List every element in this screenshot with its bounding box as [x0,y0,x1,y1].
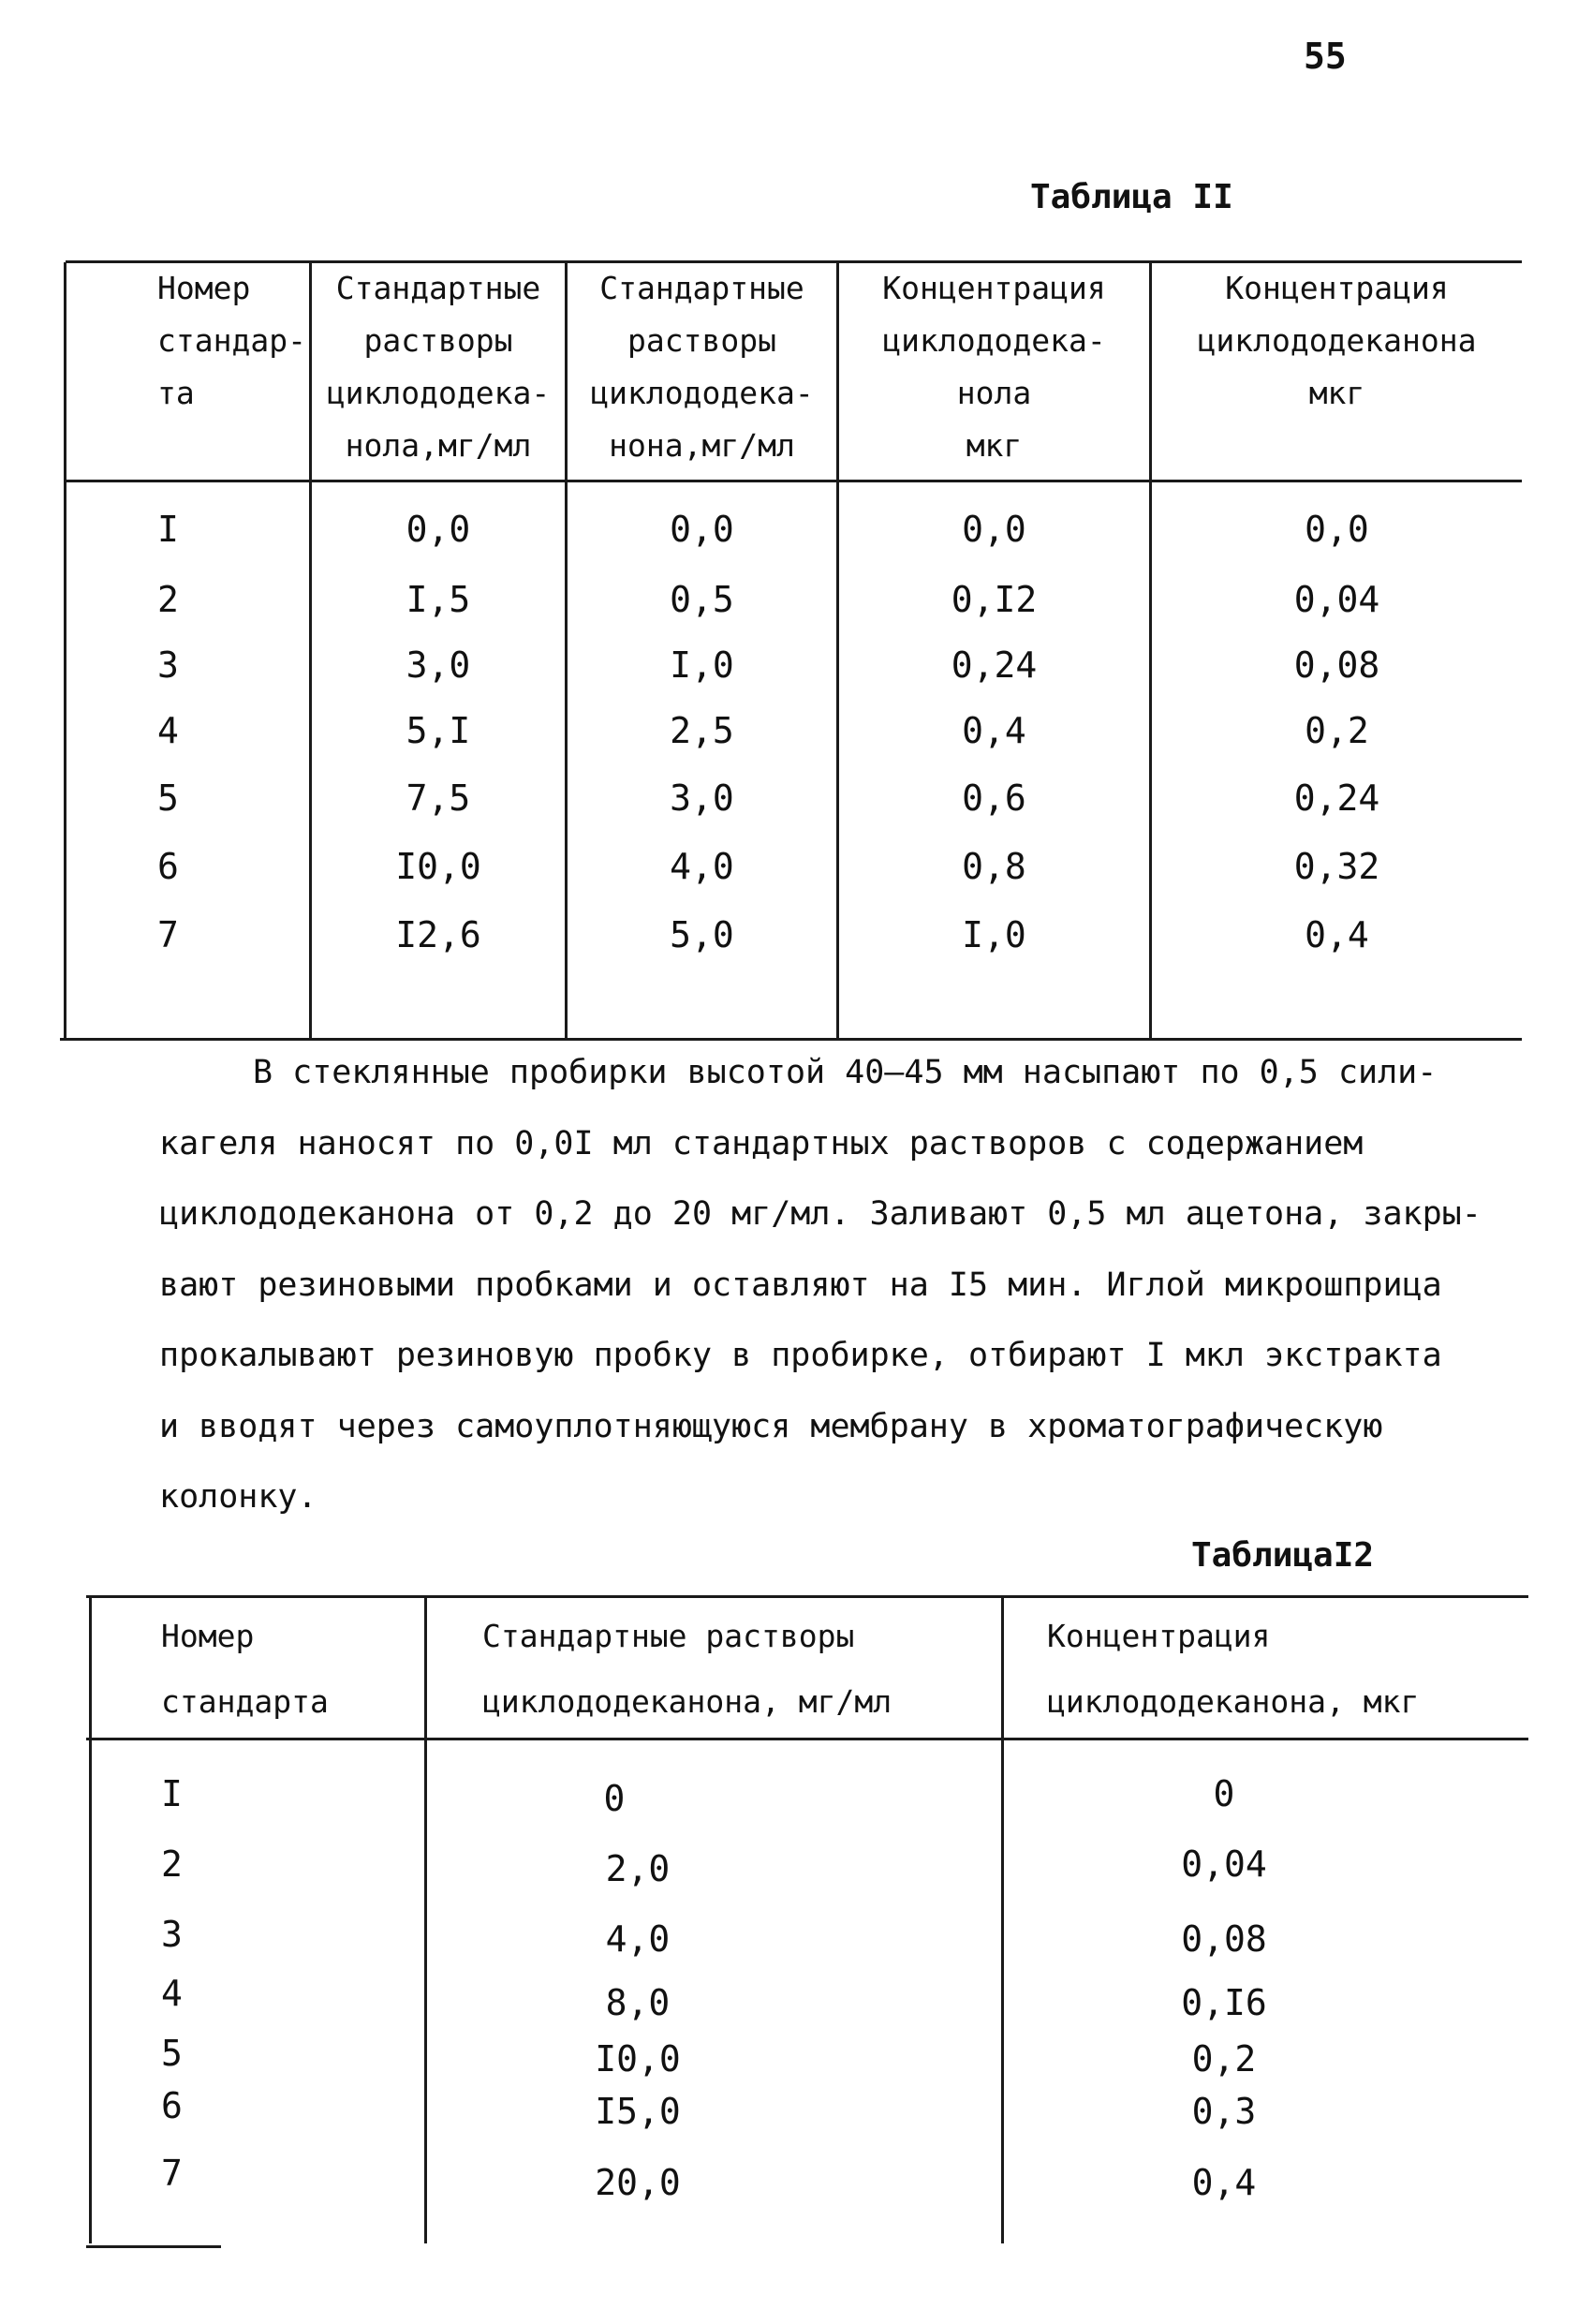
header-line: Стандартные [335,270,541,306]
table-cell: 0,04 [1293,579,1380,620]
table-cell: 0,24 [951,644,1038,686]
paragraph-line: прокалывают резиновую пробку в пробирке, отбирают I мкл экстракта [159,1337,1442,1374]
table-11-left-border [64,262,66,1038]
table-cell: 6 [161,2085,183,2126]
table-cell: 0,4 [1305,914,1369,955]
header-line: Стандартные растворы [482,1618,855,1654]
header-line: растворы [627,322,776,359]
header-line: циклододеканона [1197,322,1477,359]
table-cell: 3 [161,1914,183,1955]
table-cell: 5,0 [670,914,734,955]
table-cell: 4 [157,710,179,751]
header-line: циклододека- [882,322,1106,359]
table-cell: I5,0 [595,2091,681,2132]
header-line: циклододека- [326,375,551,411]
table-cell: 7,5 [406,777,471,819]
table-cell: 0,I2 [951,579,1038,620]
table-cell: 0,8 [962,846,1026,887]
table-cell: 0,4 [1191,2162,1257,2203]
paragraph-line: кагеля наносят по 0,0I мл стандартных растворов с содержанием [159,1124,1364,1162]
table-cell: 4,0 [670,846,734,887]
table-cell: 0 [1213,1773,1235,1814]
paragraph-line: циклододеканона от 0,2 до 20 мг/мл. Заливают 0,5 мл ацетона, закры- [159,1195,1482,1233]
table-cell: 0,0 [406,509,471,550]
table-11-header-divider [66,480,1522,482]
table-12-header-concentration [1047,1604,1528,1735]
table-cell: 0,4 [962,710,1026,751]
table-12-bottom-border [86,2245,221,2248]
table-cell: 5,I [406,710,471,751]
table-cell: 0,2 [1191,2038,1257,2080]
table-cell: 0,04 [1181,1843,1267,1885]
table-cell: 0,3 [1191,2091,1257,2132]
body-paragraph [159,1038,1536,1533]
header-line: Номер [157,270,251,306]
table-cell: 2,0 [605,1848,671,1889]
header-line: Концентрация [882,270,1106,306]
header-line: Номер [161,1618,255,1654]
paragraph-line: В стеклянные пробирки высотой 40–45 мм насыпают по 0,5 сили- [253,1054,1438,1091]
table-11-header-cyclododecanol-concentration [839,262,1149,472]
table-cell: 0,I6 [1181,1982,1267,2023]
table-cell: 0,0 [670,509,734,550]
header-line: нола,мг/мл [345,427,532,464]
table-11-header-cyclododecanone-solutions [568,262,836,472]
table-12-header-divider [86,1738,1528,1740]
header-line: мкг [1308,375,1365,411]
table-cell: I [157,509,179,550]
header-line: циклододека- [590,375,814,411]
table-12-caption: ТаблицаI2 [1191,1536,1375,1575]
header-line: мкг [966,427,1023,464]
table-cell: 0,32 [1293,846,1380,887]
paragraph-line: и вводят через самоуплотняющуюся мембрану в хроматографическую [159,1407,1383,1445]
table-cell: 2,5 [670,710,734,751]
table-cell: 0,6 [962,777,1026,819]
header-line: нола [956,375,1032,411]
table-cell: I [161,1773,183,1814]
table-cell: 20,0 [595,2162,681,2203]
table-cell: 2 [161,1843,183,1885]
header-line: стандар- [157,322,306,359]
table-11-header-cyclododecanone-concentration [1152,262,1522,420]
table-cell: 5 [157,777,179,819]
table-cell: 0,0 [962,509,1026,550]
table-cell: I,0 [962,914,1026,955]
header-line: циклододеканона, мкг [1047,1683,1420,1720]
table-cell: I,5 [406,579,471,620]
table-cell: I2,6 [395,914,481,955]
page-number: 55 [1304,36,1347,77]
table-cell: 0 [603,1778,626,1819]
table-11-caption: Таблица II [1030,178,1233,216]
table-cell: I0,0 [395,846,481,887]
table-cell: 6 [157,846,179,887]
table-cell: 4 [161,1973,183,2014]
table-cell: 0,24 [1293,777,1380,819]
paragraph-line: колонку. [159,1478,317,1516]
table-11-header-cyclododecanol-solutions [312,262,565,472]
header-line: Концентрация [1225,270,1449,306]
table-cell: 8,0 [605,1982,671,2023]
table-cell: 0,2 [1305,710,1369,751]
table-cell: 3 [157,644,179,686]
table-cell: 4,0 [605,1918,671,1960]
table-cell: 0,08 [1293,644,1380,686]
table-cell: 7 [161,2153,183,2194]
table-11-header-number [157,262,309,420]
header-line: стандарта [161,1683,329,1720]
header-line: растворы [363,322,513,359]
header-line: нона,мг/мл [609,427,795,464]
table-cell: I,0 [670,644,734,686]
table-cell: 7 [157,914,179,955]
table-cell: 2 [157,579,179,620]
table-cell: 0,08 [1181,1918,1267,1960]
table-cell: 3,0 [670,777,734,819]
header-line: Концентрация [1047,1618,1271,1654]
table-12-top-border [86,1595,1528,1598]
table-12-header-solutions [482,1604,1001,1735]
table-cell: 0,5 [670,579,734,620]
table-cell: 0,0 [1305,509,1369,550]
table-12-header-number [161,1604,424,1735]
table-12-left-border [89,1597,92,2243]
paragraph-line: вают резиновыми пробками и оставляют на I5 мин. Иглой микрошприца [159,1266,1442,1304]
table-cell: 5 [161,2033,183,2074]
table-cell: I0,0 [595,2038,681,2080]
header-line: та [157,375,195,411]
header-line: Стандартные [599,270,804,306]
table-cell: 3,0 [406,644,471,686]
header-line: циклододеканона, мг/мл [482,1683,892,1720]
